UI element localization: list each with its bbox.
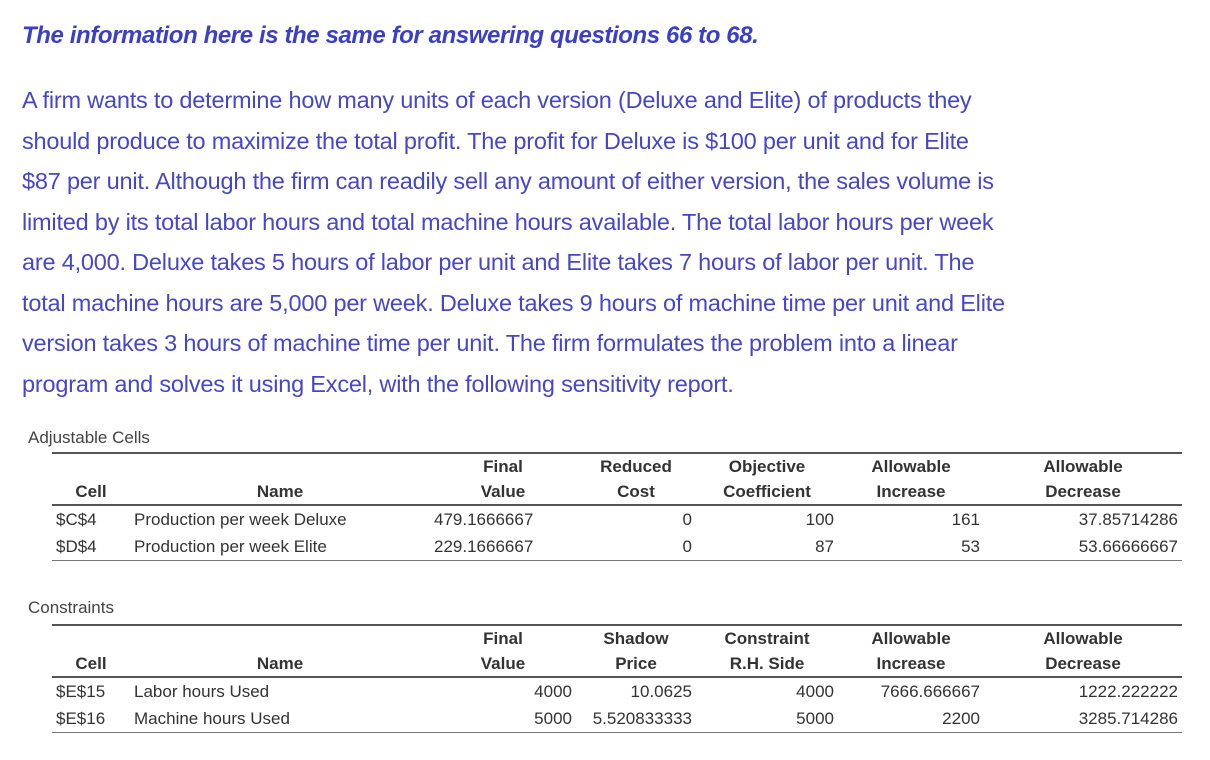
col-header: Increase	[838, 651, 984, 677]
col-header: Reduced	[576, 453, 696, 479]
col-header: Price	[576, 651, 696, 677]
cell-name: Production per week Deluxe	[134, 510, 347, 529]
question-heading: The information here is the same for answering questions 66 to 68.	[22, 22, 759, 49]
adjustable-cells-table	[52, 452, 1182, 561]
paragraph-line: version takes 3 hours of machine time per unit. The firm formulates the problem into a linear	[22, 330, 958, 356]
constraints-table	[52, 624, 1182, 733]
final-value: 479.1666667	[434, 510, 534, 529]
col-header: Shadow	[576, 625, 696, 651]
paragraph-line: limited by its total labor hours and total machine hours available. The total labor hours per week	[22, 208, 994, 235]
paragraph-line: are 4,000. Deluxe takes 5 hours of labor per unit and Elite takes 7 hours of labor per unit. The	[22, 249, 975, 275]
cell-name: Production per week Elite	[130, 533, 430, 561]
col-header: Constraint	[696, 625, 838, 651]
paragraph-line: $87 per unit. Although the firm can readily sell any amount of either version, the sales volume is	[22, 168, 994, 194]
col-header: R.H. Side	[696, 651, 838, 677]
allowable-decrease: 53.66666667	[984, 533, 1182, 561]
shadow-price: 5.520833333	[576, 705, 696, 733]
objective-coefficient: 100	[805, 510, 834, 529]
col-header: Name	[130, 479, 430, 505]
constraints-label: Constraints	[28, 598, 114, 617]
col-header: Value	[430, 651, 576, 677]
allowable-decrease: 3285.714286	[984, 705, 1182, 733]
problem-paragraph	[22, 80, 1192, 404]
shadow-price: 10.0625	[630, 682, 692, 701]
adjustable-cells-label: Adjustable Cells	[28, 428, 150, 447]
col-header	[130, 453, 430, 479]
col-header: Allowable	[984, 453, 1182, 479]
col-header: Cost	[576, 479, 696, 505]
constraint-rhs: 5000	[696, 705, 838, 733]
col-header: Allowable	[838, 625, 984, 651]
final-value: 229.1666667	[430, 533, 576, 561]
cell-name: Labor hours Used	[134, 682, 270, 701]
col-header: Allowable	[838, 453, 984, 479]
allowable-decrease: 37.85714286	[1078, 510, 1178, 529]
table-row	[52, 705, 1182, 733]
constraint-rhs: 4000	[796, 682, 834, 701]
allowable-increase: 7666.666667	[880, 682, 980, 701]
col-header: Decrease	[984, 651, 1182, 677]
col-header: Increase	[838, 479, 984, 505]
col-header: Final	[430, 453, 576, 479]
col-header: Final	[430, 625, 576, 651]
col-header: Cell	[52, 651, 130, 677]
cell-ref: $D$4	[52, 533, 130, 561]
paragraph-line: total machine hours are 5,000 per week. Deluxe takes 9 hours of machine time per unit and Elite	[22, 289, 1005, 316]
table-row	[52, 505, 1182, 533]
allowable-increase: 161	[951, 510, 980, 529]
paragraph-line: should produce to maximize the total profit. The profit for Deluxe is $100 per unit and for Elite	[22, 127, 969, 154]
cell-ref: $E$16	[52, 705, 130, 733]
reduced-cost: 0	[576, 533, 696, 561]
cell-name: Machine hours Used	[130, 705, 430, 733]
cell-ref: $C$4	[56, 510, 97, 529]
paragraph-line: A firm wants to determine how many units of each version (Deluxe and Elite) of products they	[22, 87, 972, 113]
col-header: Allowable	[984, 625, 1182, 651]
col-header: Cell	[52, 479, 130, 505]
col-header: Name	[130, 651, 430, 677]
objective-coefficient: 87	[696, 533, 838, 561]
col-header	[130, 625, 430, 651]
table-row	[52, 533, 1182, 561]
cell-ref: $E$15	[56, 682, 106, 701]
table-row	[52, 677, 1182, 705]
allowable-decrease: 1222.222222	[1078, 682, 1178, 701]
final-value: 5000	[430, 705, 576, 733]
col-header	[52, 453, 130, 479]
col-header: Coefficient	[696, 479, 838, 505]
col-header	[52, 625, 130, 651]
paragraph-line: program and solves it using Excel, with the following sensitivity report.	[22, 370, 734, 397]
allowable-increase: 2200	[838, 705, 984, 733]
allowable-increase: 53	[838, 533, 984, 561]
col-header: Decrease	[984, 479, 1182, 505]
reduced-cost: 0	[682, 510, 692, 529]
final-value: 4000	[534, 682, 572, 701]
col-header: Value	[430, 479, 576, 505]
col-header: Objective	[696, 453, 838, 479]
